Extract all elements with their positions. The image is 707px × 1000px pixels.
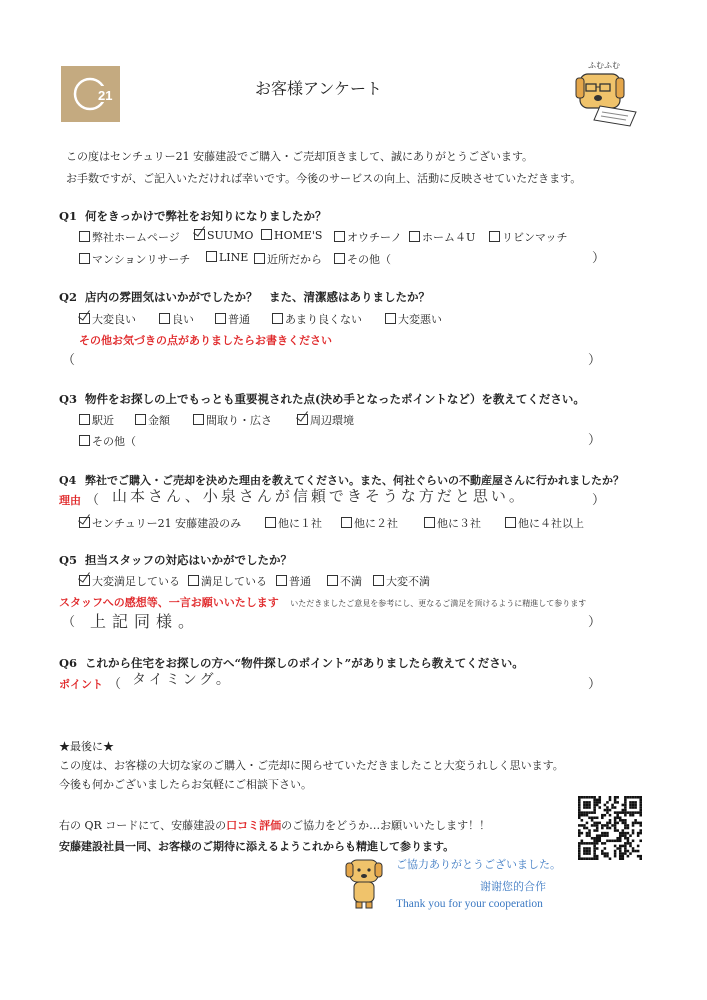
q1-option[interactable]: 弊社ホームページ xyxy=(79,229,180,245)
q2-open-paren: （ xyxy=(62,353,76,368)
closing-line-1: この度は、お客様の大切な家のご購入・ご売却に関らせていただきましたこと大変うれしく思います。 xyxy=(59,759,564,772)
q1-option[interactable]: 近所だから xyxy=(254,251,322,267)
q5-handwritten-answer: 上記同様。 xyxy=(90,612,201,631)
q5-checkbox[interactable] xyxy=(373,575,384,586)
intro-line-2: お手数ですが、ご記入いただければ幸いです。今後のサービスの向上、活動に反映させていただきます。 xyxy=(66,172,582,185)
q4-option[interactable]: 他に３社 xyxy=(424,515,481,531)
page-title: お客様アンケート xyxy=(255,79,383,98)
q2-prompt: その他お気づきの点がありましたらお書きください xyxy=(79,334,332,347)
q1-checkbox[interactable] xyxy=(409,231,420,242)
q1-option[interactable]: HOME'S xyxy=(261,229,322,242)
q4-checkbox[interactable] xyxy=(424,517,435,528)
q5-option[interactable]: 大変不満 xyxy=(373,573,430,589)
q1-option[interactable]: その他（ xyxy=(334,251,391,267)
q6-number: Q6 xyxy=(59,656,78,670)
closing-line-2: 今後も何かございましたらお気軽にご相談下さい。 xyxy=(59,778,312,791)
q3-close-paren: ） xyxy=(588,433,602,448)
q1-checkbox[interactable] xyxy=(334,231,345,242)
q4-checkbox[interactable] xyxy=(265,517,276,528)
q5-note: いただきましたご意見を参考にし、更なるご満足を頂けるように精進して参ります xyxy=(290,599,587,608)
q2-checkbox[interactable] xyxy=(159,313,170,324)
q6-handwritten-answer: タイミング。 xyxy=(132,672,233,688)
q5-prompt-row xyxy=(59,594,586,610)
q5-checkbox[interactable] xyxy=(276,575,287,586)
q5-option[interactable]: 不満 xyxy=(327,573,362,589)
q5-text: 担当スタッフの対応はいかがでしたか？ xyxy=(85,553,292,567)
q2-option[interactable]: 普通 xyxy=(215,311,250,327)
q6-text: これから住宅をお探しの方へ“物件探しのポイント”がありましたら教えてください。 xyxy=(85,656,524,670)
q2-option[interactable]: 大変悪い xyxy=(385,311,442,327)
century21-logo xyxy=(61,66,120,122)
q1-checkbox[interactable] xyxy=(79,231,90,242)
qr-request-line: 右の QR コードにて、安藤建設の口コミ評価のご協力をどうか…お願いいたします！！ xyxy=(59,819,491,832)
q4-option[interactable]: 他に１社 xyxy=(265,515,322,531)
q4-reason-label: 理由 xyxy=(59,494,81,507)
thanks-english: Thank you for your cooperation xyxy=(396,898,543,910)
staff-commitment-line: 安藤建設社員一同、お客様のご期待に添えるようこれからも精進して参ります。 xyxy=(59,840,455,853)
q4-text: 弊社でご購入・ご売却を決めた理由を教えてください。また、何社ぐらいの不動産屋さんに行かれましたか？ xyxy=(85,474,624,487)
q4-option[interactable]: 他に４社以上 xyxy=(505,515,584,531)
q1-text: 何をきっかけで弊社をお知りになりましたか？ xyxy=(85,209,327,223)
q6-close-paren: ） xyxy=(588,677,602,692)
q5-open-paren: （ xyxy=(62,615,76,630)
q2-number: Q2 xyxy=(59,290,78,304)
q1-checkbox[interactable] xyxy=(261,229,272,240)
thanks-chinese: 谢谢您的合作 xyxy=(480,880,546,893)
mascot-bowing-illustration xyxy=(342,856,386,910)
q2-text: 店内の雰囲気はいかがでしたか？ また、清潔感はありましたか？ xyxy=(85,290,430,304)
q3-checkbox-checked[interactable] xyxy=(297,414,308,425)
intro-line-1: この度はセンチュリー21 安藤建設でご購入・ご売却頂きまして、誠にありがとうございます。 xyxy=(66,150,534,163)
q2-close-paren: ） xyxy=(588,353,602,368)
review-emphasis: 口コミ評価 xyxy=(226,819,282,832)
q2-checkbox[interactable] xyxy=(272,313,283,324)
q6-open-paren: （ xyxy=(108,677,122,692)
q4-open-paren: （ xyxy=(86,493,100,508)
q1-checkbox[interactable] xyxy=(334,253,345,264)
q5-checkbox[interactable] xyxy=(188,575,199,586)
q5-prompt: スタッフへの感想等、一言お願いいたします xyxy=(59,596,279,609)
q3-option[interactable]: 駅近 xyxy=(79,412,114,428)
q5-option[interactable]: 大変満足している xyxy=(79,573,180,589)
q1-checkbox[interactable] xyxy=(489,231,500,242)
review-qr-code[interactable] xyxy=(578,796,642,860)
q5-checkbox-checked[interactable] xyxy=(79,575,90,586)
q1-option[interactable]: LINE xyxy=(206,251,248,264)
q1-close-paren: ） xyxy=(592,251,606,266)
q2-checkbox[interactable] xyxy=(385,313,396,324)
q3-question xyxy=(59,391,585,407)
q3-checkbox[interactable] xyxy=(193,414,204,425)
q5-option[interactable]: 普通 xyxy=(276,573,311,589)
q4-close-paren: ） xyxy=(592,493,606,508)
q4-option[interactable]: 他に２社 xyxy=(341,515,398,531)
q5-number: Q5 xyxy=(59,553,78,567)
q3-option[interactable]: 間取り・広さ xyxy=(193,412,272,428)
q1-option[interactable]: ホーム４U xyxy=(409,229,475,245)
q1-number: Q1 xyxy=(59,209,78,223)
q2-option[interactable]: 大変良い xyxy=(79,311,136,327)
q4-option[interactable]: センチュリー21 安藤建設のみ xyxy=(79,515,241,531)
q1-option[interactable]: マンションリサーチ xyxy=(79,251,190,267)
q6-question xyxy=(59,655,524,671)
q2-option[interactable]: 良い xyxy=(159,311,194,327)
q5-option[interactable]: 満足している xyxy=(188,573,267,589)
q3-checkbox[interactable] xyxy=(79,414,90,425)
q1-option[interactable]: SUUMO xyxy=(194,229,253,242)
closing-heading: ★最後に★ xyxy=(59,740,114,753)
q5-close-paren: ） xyxy=(588,615,602,630)
q2-question xyxy=(59,289,430,305)
q5-checkbox[interactable] xyxy=(327,575,338,586)
mascot-reading-illustration xyxy=(570,60,640,130)
q1-checkbox[interactable] xyxy=(206,251,217,262)
q2-option[interactable]: あまり良くない xyxy=(272,311,362,327)
q3-option[interactable]: その他（ xyxy=(79,433,136,449)
q1-option[interactable]: オウチーノ xyxy=(334,229,402,245)
q3-checkbox[interactable] xyxy=(135,414,146,425)
q1-option[interactable]: リビンマッチ xyxy=(489,229,568,245)
q4-checkbox[interactable] xyxy=(341,517,352,528)
q3-checkbox[interactable] xyxy=(79,435,90,446)
q4-checkbox[interactable] xyxy=(505,517,516,528)
q1-checkbox[interactable] xyxy=(254,253,265,264)
q5-question xyxy=(59,552,292,568)
q3-text: 物件をお探しの上でもっとも重要視された点(決め手となったポイントなど）を教えてください。 xyxy=(85,392,585,406)
q2-checkbox[interactable] xyxy=(215,313,226,324)
q1-checkbox-checked[interactable] xyxy=(194,229,205,240)
q2-checkbox-checked[interactable] xyxy=(79,313,90,324)
logo-text: 21 xyxy=(98,88,113,103)
q3-option[interactable]: 金額 xyxy=(135,412,170,428)
q1-checkbox[interactable] xyxy=(79,253,90,264)
q4-handwritten-answer: 山本さん、小泉さんが信頼できそうな方だと思い。 xyxy=(112,487,527,505)
thanks-japanese: ご協力ありがとうございました。 xyxy=(396,858,561,871)
q4-number: Q4 xyxy=(59,474,77,487)
q3-number: Q3 xyxy=(59,392,78,406)
q1-question xyxy=(59,208,327,224)
q6-point-label: ポイント xyxy=(59,678,103,691)
q4-checkbox-checked[interactable] xyxy=(79,517,90,528)
q3-option[interactable]: 周辺環境 xyxy=(297,412,354,428)
mascot-caption: ふむふむ xyxy=(588,61,620,70)
